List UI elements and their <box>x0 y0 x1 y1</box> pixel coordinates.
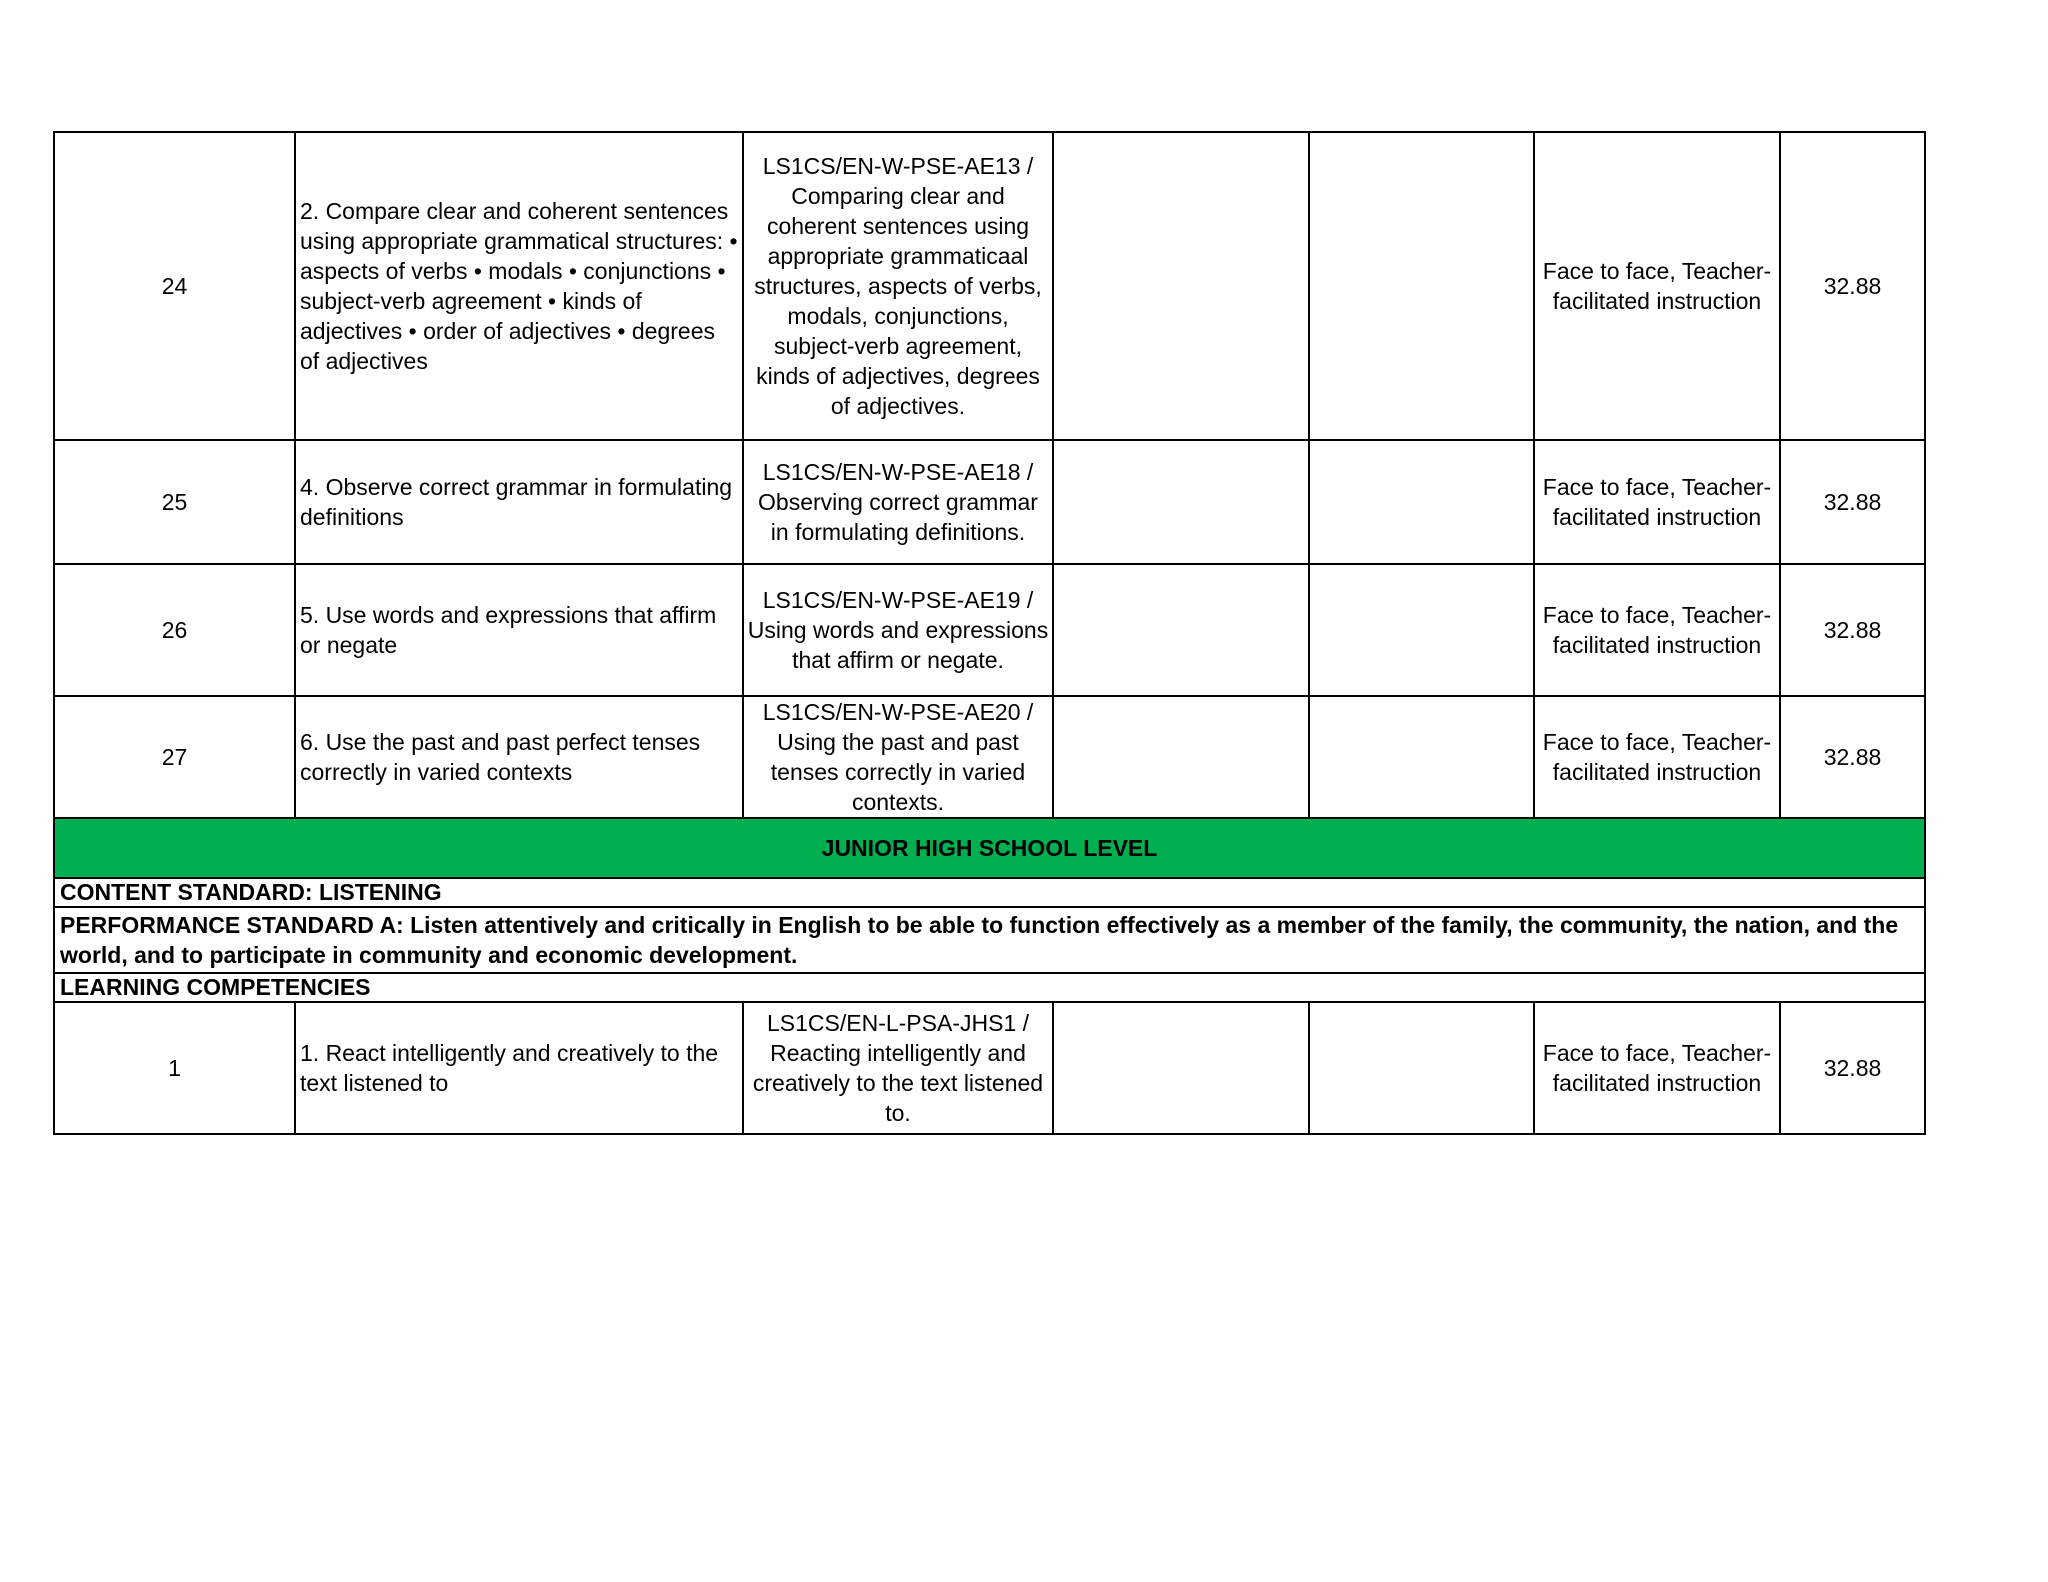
empty-cell <box>1309 1002 1534 1134</box>
table-row <box>54 1002 1925 1134</box>
content-standard: CONTENT STANDARD: LISTENING <box>54 878 1925 907</box>
delivery-modality: Face to face, Teacher-facilitated instruction <box>1534 1002 1780 1134</box>
empty-cell <box>1053 696 1309 818</box>
learning-competency: 2. Compare clear and coherent sentences using appropriate grammatical structures: • aspects of verbs • modals • conjunctions • subject-verb agreement • kinds of adjectives • order of adjectives • degrees of adjectives <box>295 132 743 440</box>
empty-cell <box>1053 564 1309 696</box>
content-standard-row <box>54 878 1925 907</box>
delivery-modality: Face to face, Teacher-facilitated instruction <box>1534 440 1780 564</box>
level-heading: JUNIOR HIGH SCHOOL LEVEL <box>54 818 1925 878</box>
hours-value: 32.88 <box>1780 1002 1925 1134</box>
learning-competency: 6. Use the past and past perfect tenses correctly in varied contexts <box>295 696 743 818</box>
table-row <box>54 564 1925 696</box>
delivery-modality: Face to face, Teacher-facilitated instruction <box>1534 132 1780 440</box>
table-row <box>54 440 1925 564</box>
table-row <box>54 696 1925 818</box>
learning-competencies-row <box>54 973 1925 1002</box>
row-number: 1 <box>54 1002 295 1134</box>
empty-cell <box>1053 1002 1309 1134</box>
level-heading-row <box>54 818 1925 878</box>
empty-cell <box>1309 564 1534 696</box>
hours-value: 32.88 <box>1780 440 1925 564</box>
competency-code: LS1CS/EN-L-PSA-JHS1 / Reacting intelligently and creatively to the text listened to. <box>743 1002 1053 1134</box>
table-row <box>54 132 1925 440</box>
row-number: 25 <box>54 440 295 564</box>
learning-competencies-label: LEARNING COMPETENCIES <box>54 973 1925 1002</box>
empty-cell <box>1309 696 1534 818</box>
empty-cell <box>1309 132 1534 440</box>
row-number: 27 <box>54 696 295 818</box>
learning-competency: 4. Observe correct grammar in formulating definitions <box>295 440 743 564</box>
hours-value: 32.88 <box>1780 696 1925 818</box>
empty-cell <box>1053 132 1309 440</box>
competency-code: LS1CS/EN-W-PSE-AE13 / Comparing clear and coherent sentences using appropriate grammaticaal structures, aspects of verbs, modals, conjunctions, subject-verb agreement, kinds of adjectives, degrees of adjectives. <box>743 132 1053 440</box>
competency-code: LS1CS/EN-W-PSE-AE20 / Using the past and past tenses correctly in varied contexts. <box>743 696 1053 818</box>
learning-competency: 1. React intelligently and creatively to the text listened to <box>295 1002 743 1134</box>
delivery-modality: Face to face, Teacher-facilitated instruction <box>1534 564 1780 696</box>
competency-code: LS1CS/EN-W-PSE-AE19 / Using words and expressions that affirm or negate. <box>743 564 1053 696</box>
learning-competency: 5. Use words and expressions that affirm or negate <box>295 564 743 696</box>
competency-code: LS1CS/EN-W-PSE-AE18 / Observing correct grammar in formulating definitions. <box>743 440 1053 564</box>
performance-standard-row <box>54 907 1925 973</box>
row-number: 24 <box>54 132 295 440</box>
hours-value: 32.88 <box>1780 564 1925 696</box>
row-number: 26 <box>54 564 295 696</box>
empty-cell <box>1053 440 1309 564</box>
curriculum-table <box>53 131 1926 1135</box>
performance-standard: PERFORMANCE STANDARD A: Listen attentively and critically in English to be able to function effectively as a member of the family, the community, the nation, and the world, and to participate in community and economic development. <box>54 907 1925 973</box>
empty-cell <box>1309 440 1534 564</box>
delivery-modality: Face to face, Teacher-facilitated instruction <box>1534 696 1780 818</box>
hours-value: 32.88 <box>1780 132 1925 440</box>
